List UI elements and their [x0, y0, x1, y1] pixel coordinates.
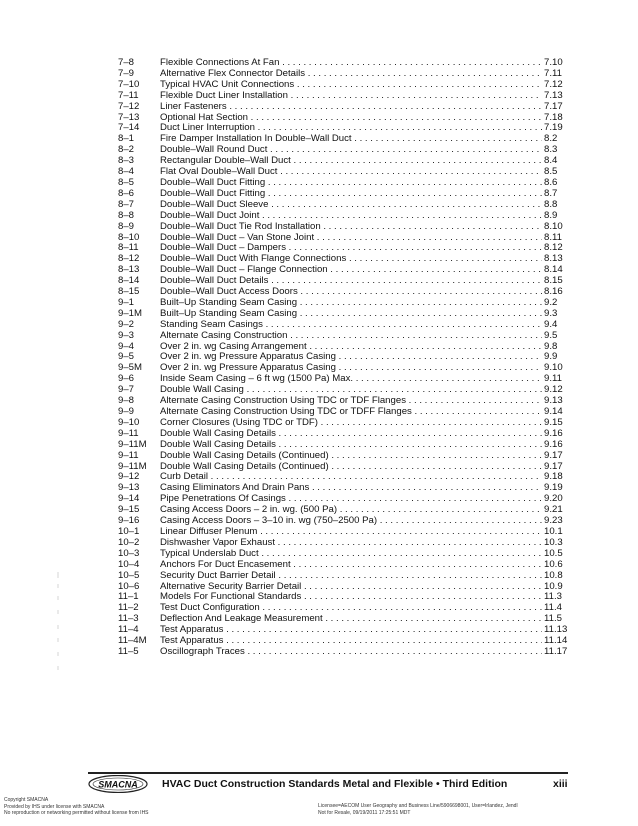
page-number: 10.3 [544, 536, 563, 548]
figure-number: 11–2 [118, 602, 139, 614]
figure-number: 9–7 [118, 384, 135, 396]
figure-number: 8–5 [118, 176, 135, 188]
figure-number: 11–4M [118, 635, 147, 647]
page-number: 9.16 [544, 427, 563, 439]
toc-entry [118, 352, 570, 363]
license-line: Not for Resale, 09/19/2011 17:25:51 MDT [318, 809, 411, 816]
figure-number: 8–6 [118, 187, 135, 199]
toc-entry [118, 102, 570, 113]
figure-number: 9–5 [118, 351, 135, 363]
figure-number: 7–9 [118, 67, 135, 79]
figure-title: Test Apparatus . . . [160, 636, 542, 647]
toc-entry [118, 440, 570, 451]
figure-title: Typical Underslab Duct . . . [160, 549, 542, 560]
page-number: 9.18 [544, 471, 563, 483]
figure-number: 10–6 [118, 580, 140, 592]
figure-title: Curb Detail . . . [160, 472, 542, 483]
figure-title: Fire Damper Installation In Double–Wall Duct . . . [160, 134, 542, 145]
figure-number: 9–15 [118, 504, 140, 516]
toc-entry [118, 396, 570, 407]
toc-entry [118, 222, 570, 233]
toc-entry [118, 189, 570, 200]
figure-title: Anchors For Duct Encasement . . . [160, 560, 542, 571]
toc-entry [118, 527, 570, 538]
toc-entry [118, 407, 570, 418]
page-number: 9.13 [544, 395, 563, 407]
toc-entry [118, 145, 570, 156]
page-number: 8.9 [544, 209, 558, 221]
figure-title: Alternate Casing Construction Using TDC or TDFF Flanges . . . [160, 407, 542, 418]
figure-title: Double Wall Casing Details (Continued) . . . [160, 451, 542, 462]
figure-title: Test Apparatus . . . [160, 625, 542, 636]
figure-title: Over 2 in. wg Pressure Apparatus Casing . . . [160, 363, 542, 374]
toc-entry [118, 472, 570, 483]
figure-number: 8–15 [118, 286, 140, 298]
figure-number: 10–3 [118, 547, 140, 559]
toc-entry [118, 462, 570, 473]
figure-title: Oscillograph Traces . . . [160, 647, 542, 658]
figure-title: Models For Functional Standards . . . [160, 592, 542, 603]
footer-page-number: xiii [553, 778, 568, 790]
toc-entry [118, 342, 570, 353]
figure-title: Double–Wall Duct Tie Rod Installation . . . [160, 222, 542, 233]
page-number: 7.18 [544, 111, 563, 123]
figure-title: Flat Oval Double–Wall Duct . . . [160, 167, 542, 178]
figure-number: 9–9 [118, 406, 135, 417]
page-number: 9.8 [544, 340, 558, 352]
figure-number: 8–11 [118, 242, 139, 254]
toc-entry [118, 123, 570, 134]
figure-title: Test Duct Configuration . . . [160, 603, 542, 614]
figure-number: 9–1 [118, 296, 135, 308]
toc-entry [118, 113, 570, 124]
toc-entry [118, 549, 570, 560]
figure-number: 9–11 [118, 427, 139, 439]
figure-title: Double Wall Casing Details (Continued) . . . [160, 462, 542, 473]
figure-title: Flexible Connections At Fan . . . [160, 58, 542, 69]
toc-entry [118, 505, 570, 516]
figure-title: Casing Access Doors – 3–10 in. wg (750–2500 Pa) . . . [160, 516, 542, 527]
figure-number: 7–14 [118, 122, 140, 134]
page-number: 9.20 [544, 493, 563, 505]
copyright-block [4, 797, 149, 817]
margin-marks [52, 570, 66, 680]
figure-title: Double Wall Casing Details . . . [160, 429, 542, 440]
figure-title: Double–Wall Duct Access Doors . . . [160, 287, 542, 298]
toc-entry [118, 374, 570, 385]
figure-title: Typical HVAC Unit Connections . . . [160, 80, 542, 91]
figure-title: Double–Wall Duct Sleeve . . . [160, 200, 542, 211]
figure-number: 9–16 [118, 515, 140, 527]
toc-entry [118, 134, 570, 145]
figure-number: 11–4 [118, 624, 139, 636]
toc-entry [118, 483, 570, 494]
toc-entry [118, 494, 570, 505]
figure-title: Over 2 in. wg Pressure Apparatus Casing . . . [160, 352, 542, 363]
figure-title: Alternative Security Barrier Detail . . . [160, 582, 542, 593]
page-number: 7.11 [544, 67, 562, 79]
copyright-line: No reproduction or networking permitted without license from IHS [4, 810, 149, 816]
license-block [318, 803, 518, 816]
svg-text:SMACNA: SMACNA [98, 779, 138, 790]
figure-number: 8–3 [118, 155, 135, 167]
page-number: 8.6 [544, 176, 558, 188]
figure-number: 7–13 [118, 111, 140, 123]
figure-title: Pipe Penetrations Of Casings . . . [160, 494, 542, 505]
page-number: 9.23 [544, 515, 563, 527]
figure-title: Double–Wall Duct Fitting . . . [160, 189, 542, 200]
toc-entry [118, 178, 570, 189]
figure-number: 11–5 [118, 645, 139, 657]
toc-entry [118, 592, 570, 603]
figure-number: 10–4 [118, 558, 140, 570]
figure-number: 9–4 [118, 340, 135, 352]
figure-title: Casing Eliminators And Drain Pans . . . [160, 483, 542, 494]
figure-title: Double Wall Casing . . . [160, 385, 542, 396]
figure-number: 10–1 [118, 525, 140, 537]
toc-entry [118, 451, 570, 462]
toc-entry [118, 58, 570, 69]
toc-entry [118, 320, 570, 331]
page-number: 7.13 [544, 89, 563, 101]
figure-number: 8–4 [118, 166, 135, 178]
toc-entry [118, 265, 570, 276]
page-number: 11.5 [544, 613, 562, 625]
figure-number: 9–12 [118, 471, 140, 483]
figure-number: 7–12 [118, 100, 140, 112]
figure-title: Optional Hat Section . . . [160, 113, 542, 124]
page-number: 10.6 [544, 558, 563, 570]
table-of-figures [118, 58, 570, 658]
figure-title: Double Wall Casing Details . . . [160, 440, 542, 451]
figure-title: Built–Up Standing Seam Casing . . . [160, 298, 542, 309]
figure-title: Rectangular Double–Wall Duct . . . [160, 156, 542, 167]
page-number: 7.19 [544, 122, 563, 134]
figure-number: 10–2 [118, 536, 140, 548]
toc-entry [118, 309, 570, 320]
footer-rule [88, 772, 568, 774]
page-number: 11.17 [544, 645, 568, 657]
toc-entry [118, 211, 570, 222]
figure-number: 9–5M [118, 362, 142, 374]
toc-entry [118, 287, 570, 298]
toc-entry [118, 69, 570, 80]
toc-entry [118, 538, 570, 549]
figure-title: Double–Wall Duct – Flange Connection . . . [160, 265, 542, 276]
figure-number: 8–9 [118, 220, 135, 232]
figure-title: Double–Wall Duct Joint . . . [160, 211, 542, 222]
figure-title: Double–Wall Duct – Van Stone Joint . . . [160, 233, 542, 244]
toc-entry [118, 560, 570, 571]
page-number: 11.14 [544, 635, 568, 647]
figure-title: Liner Fasteners . . . [160, 102, 542, 113]
figure-number: 8–7 [118, 198, 135, 210]
figure-title: Linear Diffuser Plenum . . . [160, 527, 542, 538]
page-number: 9.17 [544, 460, 563, 472]
page-number: 9.2 [544, 296, 558, 308]
page-number: 8.5 [544, 166, 558, 178]
page-number: 9.21 [544, 504, 563, 516]
figure-number: 9–11M [118, 438, 147, 450]
page-number: 9.3 [544, 307, 558, 319]
toc-entry [118, 363, 570, 374]
figure-number: 9–3 [118, 329, 135, 341]
page-number: 10.5 [544, 547, 563, 559]
toc-entry [118, 156, 570, 167]
figure-title: Alternate Casing Construction Using TDC or TDF Flanges . . . [160, 396, 542, 407]
toc-entry [118, 516, 570, 527]
toc-entry [118, 647, 570, 658]
figure-title: Double–Wall Duct Fitting . . . [160, 178, 542, 189]
page-number: 9.17 [544, 449, 563, 461]
page-number: 10.1 [544, 525, 563, 537]
figure-number: 11–1 [118, 591, 139, 603]
page-number: 11.13 [544, 624, 568, 636]
figure-title: Inside Seam Casing – 6 ft wg (1500 Pa) Max. . . . [160, 374, 542, 385]
page-number: 8.3 [544, 144, 558, 156]
figure-number: 9–1M [118, 307, 142, 319]
page-number: 9.19 [544, 482, 563, 494]
license-line: Licensee=AECOM User Geography and Business Line/5906698001, User=Irlandez, Jendl [318, 803, 518, 809]
figure-title: Double–Wall Round Duct . . . [160, 145, 542, 156]
page-number: 8.14 [544, 264, 563, 276]
figure-number: 7–11 [118, 89, 139, 101]
toc-entry [118, 418, 570, 429]
page-number: 9.12 [544, 384, 563, 396]
figure-number: 8–12 [118, 253, 140, 265]
page-number: 8.4 [544, 155, 558, 167]
copyright-line: Copyright SMACNA [4, 797, 49, 803]
page-number: 9.11 [544, 373, 562, 385]
page-number: 7.12 [544, 78, 563, 90]
figure-number: 7–10 [118, 78, 140, 90]
toc-entry [118, 636, 570, 647]
page-number: 8.10 [544, 220, 563, 232]
toc-entry [118, 603, 570, 614]
toc-entry [118, 298, 570, 309]
figure-number: 9–11 [118, 449, 139, 461]
page-number: 10.8 [544, 569, 563, 581]
figure-number: 8–1 [118, 133, 135, 145]
toc-entry [118, 254, 570, 265]
page-number: 8.7 [544, 187, 558, 199]
page-number: 9.5 [544, 329, 558, 341]
page-number: 8.13 [544, 253, 563, 265]
toc-entry [118, 614, 570, 625]
page-number: 11.4 [544, 602, 562, 614]
figure-title: Flexible Duct Liner Installation . . . [160, 91, 542, 102]
page-number: 8.2 [544, 133, 558, 145]
toc-entry [118, 625, 570, 636]
page-number: 9.15 [544, 416, 563, 428]
toc-entry [118, 91, 570, 102]
figure-title: Double–Wall Duct With Flange Connections . . . [160, 254, 542, 265]
page-number: 9.10 [544, 362, 563, 374]
figure-number: 8–13 [118, 264, 140, 276]
toc-entry [118, 233, 570, 244]
toc-entry [118, 167, 570, 178]
page-number: 9.9 [544, 351, 558, 363]
toc-entry [118, 200, 570, 211]
figure-title: Alternate Casing Construction . . . [160, 331, 542, 342]
page-number: 7.10 [544, 57, 563, 68]
toc-entry [118, 385, 570, 396]
footer-title: HVAC Duct Construction Standards Metal and Flexible • Third Edition [162, 778, 508, 790]
figure-number: 8–10 [118, 231, 140, 243]
figure-title: Double–Wall Duct – Dampers . . . [160, 243, 542, 254]
page-number: 8.11 [544, 231, 562, 243]
figure-number: 7–8 [118, 57, 135, 68]
toc-entry [118, 331, 570, 342]
page-number: 9.14 [544, 406, 563, 417]
figure-title: Dishwasher Vapor Exhaust . . . [160, 538, 542, 549]
figure-number: 10–5 [118, 569, 140, 581]
toc-entry [118, 582, 570, 593]
figure-title: Casing Access Doors – 2 in. wg. (500 Pa) . . . [160, 505, 542, 516]
figure-title: Over 2 in. wg Casing Arrangement . . . [160, 342, 542, 353]
figure-title: Security Duct Barrier Detail . . . [160, 571, 542, 582]
page-number: 9.16 [544, 438, 563, 450]
figure-number: 9–2 [118, 318, 135, 330]
figure-number: 8–2 [118, 144, 135, 156]
figure-title: Double–Wall Duct Details . . . [160, 276, 542, 287]
figure-number: 9–10 [118, 416, 140, 428]
figure-title: Built–Up Standing Seam Casing . . . [160, 309, 542, 320]
figure-title: Corner Closures (Using TDC or TDF) . . . [160, 418, 542, 429]
toc-entry [118, 429, 570, 440]
figure-title: Deflection And Leakage Measurement . . . [160, 614, 542, 625]
figure-number: 9–13 [118, 482, 140, 494]
figure-title: Standing Seam Casings . . . [160, 320, 542, 331]
figure-number: 9–8 [118, 395, 135, 407]
figure-number: 8–8 [118, 209, 135, 221]
page-number: 10.9 [544, 580, 563, 592]
smacna-logo [88, 775, 148, 793]
toc-entry [118, 571, 570, 582]
page-number: 11.3 [544, 591, 562, 603]
figure-number: 11–3 [118, 613, 139, 625]
page-number: 8.15 [544, 275, 563, 287]
figure-number: 8–14 [118, 275, 140, 287]
copyright-line: Provided by IHS under license with SMACNA [4, 803, 105, 810]
figure-number: 9–14 [118, 493, 140, 505]
figure-title: Duct Liner Interruption . . . [160, 123, 542, 134]
figure-number: 9–11M [118, 460, 147, 472]
toc-entry [118, 276, 570, 287]
figure-number: 9–6 [118, 373, 135, 385]
page-number: 8.16 [544, 286, 563, 298]
toc-entry [118, 243, 570, 254]
page-number: 7.17 [544, 100, 563, 112]
figure-title: Alternative Flex Connector Details . . . [160, 69, 542, 80]
page-number: 9.4 [544, 318, 558, 330]
page-number: 8.8 [544, 198, 558, 210]
page-number: 8.12 [544, 242, 563, 254]
toc-entry [118, 80, 570, 91]
